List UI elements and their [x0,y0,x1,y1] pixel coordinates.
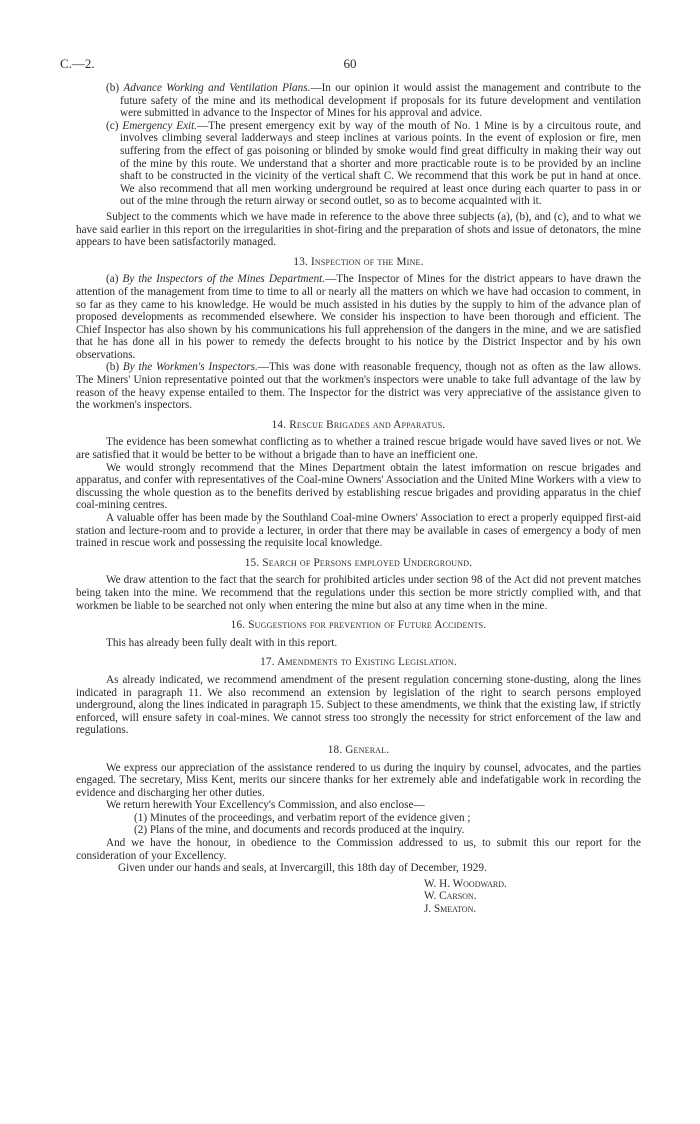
signature-woodward: W. H. Woodward. [424,877,507,890]
section-heading-14: 14. Rescue Brigades and Apparatus. [271,418,446,431]
paragraph-14-3: A valuable offer has been made by the Southland Coal-mine Owners' Association to erect a properly equipped first-aid station and lecture-room and to provide a lecturer, in order that there may be available in cases of emergency a body of men trained in rescue work and possessing the requisite local knowledge. [76,512,641,550]
item-text: —The Inspector of Mines for the district appears to have drawn the attention of the management from time to time to all or nearly all the matters on which we have had occasion to comment, in so far as they came to his knowledge. He would be much assisted in his duties by the supply to him of the advance plan of proposed developments as recommended elsewhere. We consider his inspection to have been thorough and efficient. The Chief Inspector has also shown by his communications his full apprehension of the dangers in the mine, and we are satisfied that he has done all in his power to remedy the defects brought to his notice by the District Inspector and by his own observations. [76,273,641,361]
paragraph-18-1: We express our appreciation of the assistance rendered to us during the inquiry by counsel, advocates, and the parties engaged. The secretary, Miss Kent, merits our sincere thanks for her extremely able and indefatigable work in recording the evidence and discharging her other duties. [76,761,641,799]
paragraph-18-4: Given under our hands and seals, at Invercargill, this 18th day of December, 1929. [118,862,487,875]
page-body [76,82,641,916]
paragraph-17-1: As already indicated, we recommend amendment of the present regulation concerning stone-dusting, along the lines indicated in paragraph 11. We also recommend an extension by legislation of the right to search persons employed underground, along the lines indicated in paragraph 15. Subject to these amendments, we think that the existing law, if strictly enforced, will ensure safety in coal-mines. We cannot stress too strongly the necessity for strict enforcement of the law and regulations. [76,673,641,737]
signature-carson: W. Carson. [424,890,477,903]
item-label: (c) [106,119,119,132]
section-heading-16: 16. Suggestions for prevention of Future Accidents. [230,619,487,632]
item-label: (a) [106,273,119,286]
item-label: (b) [106,82,120,94]
section-heading-15: 15. Search of Persons employed Underground. [244,556,473,569]
paragraph-b-advance-working [76,82,641,120]
item-label: (b) [106,361,120,374]
item-title: By the Workmen's Inspectors. [122,361,258,374]
paragraph-c-emergency-exit [76,120,641,208]
page-number: 60 [343,56,357,71]
paragraph-16-1: This has already been fully dealt with in this report. [106,636,338,649]
enclosure-item-1: (1) Minutes of the proceedings, and verbatim report of the evidence given ; [134,811,471,824]
paragraph-13a [76,273,641,361]
item-text: —This was done with reasonable frequency, though not as often as the law allows. The Miners' Union representative pointed out that the workmen's inspectors were unable to take full advantage of the law by reason of the heavy expense entailed to them. The Inspector for the district was very appreciative of the assistance given to the workmen's inspectors. [76,361,642,412]
item-title: By the Inspectors of the Mines Department. [122,273,326,286]
section-heading-13: 13. Inspection of the Mine. [293,255,424,268]
paragraph-14-1: The evidence has been somewhat conflicting as to whether a trained rescue brigade would have saved lives or not. We are satisfied that it would be better to be without a brigade than to have an inefficient one. [76,436,641,462]
section-heading-17: 17. Amendments to Existing Legislation. [260,656,457,669]
enclosure-item-2: (2) Plans of the mine, and documents and records produced at the inquiry. [134,824,465,837]
paragraph-14-2: We would strongly recommend that the Mines Department obtain the latest imformation on rescue brigades and apparatus, and confer with representatives of the Coal-mine Owners' Association and the United Mine Workers with a view to discussing the whole question as to the benefits derived by establishing rescue brigades and providing apparatus in the chief coal-mining centres. [76,461,641,512]
item-title: Advance Working and Ventilation Plans. [123,82,311,94]
page-code: C.—2. [60,56,95,71]
paragraph-subject: Subject to the comments which we have made in reference to the above three subjects (a), (b), and (c), and to what we have said earlier in this report on the irregularities in shot-firing and the preparation of shots and issue of detonators, the mine appears to have been satisfactorily managed. [76,210,641,249]
paragraph-18-2: We return herewith Your Excellency's Commission, and also enclose— [106,799,425,812]
item-text: —In our opinion it would assist the management and contribute to the future safety of the mine and its methodical development if proposals for its future development and ventilation were submitted in advance to the Inspector of Mines for his approval and advice. [120,82,641,120]
paragraph-15-1: We draw attention to the fact that the search for prohibited articles under section 98 of the Act did not prevent matches being taken into the mine. We recommend that the regulations under this section be more strictly complied with, and that workmen be liable to be searched not only when entering the mine but also at any time when in the mine. [76,574,641,612]
item-title: Emergency Exit. [122,119,198,132]
paragraph-13b [76,361,641,411]
section-heading-18: 18. General. [327,743,390,756]
paragraph-18-3: And we have the honour, in obedience to the Commission addressed to us, to submit this our report for the consideration of your Excellency. [76,837,641,862]
item-text: —The present emergency exit by way of the mouth of No. 1 Mine is by a circuitous route, and involves climbing several ladderways and steep inclines at various points. In the event of explosion or fire, men suffering from the effect of gas poisoning or blinded by smoke would find great difficulty in making their way out of the mine by this route. We understand that a shorter and more practicable route is to be provided by an incline shaft to be constructed in the vicinity of the vertical shaft C. We recommend that this work be put in hand at once. We also recommend that all men working underground be required at least once during each quarter to pass in or out of the mine through the return airway or second outlet, so as to become acquainted with it. [120,119,642,208]
signature-smeaton: J. Smeaton. [424,903,477,916]
